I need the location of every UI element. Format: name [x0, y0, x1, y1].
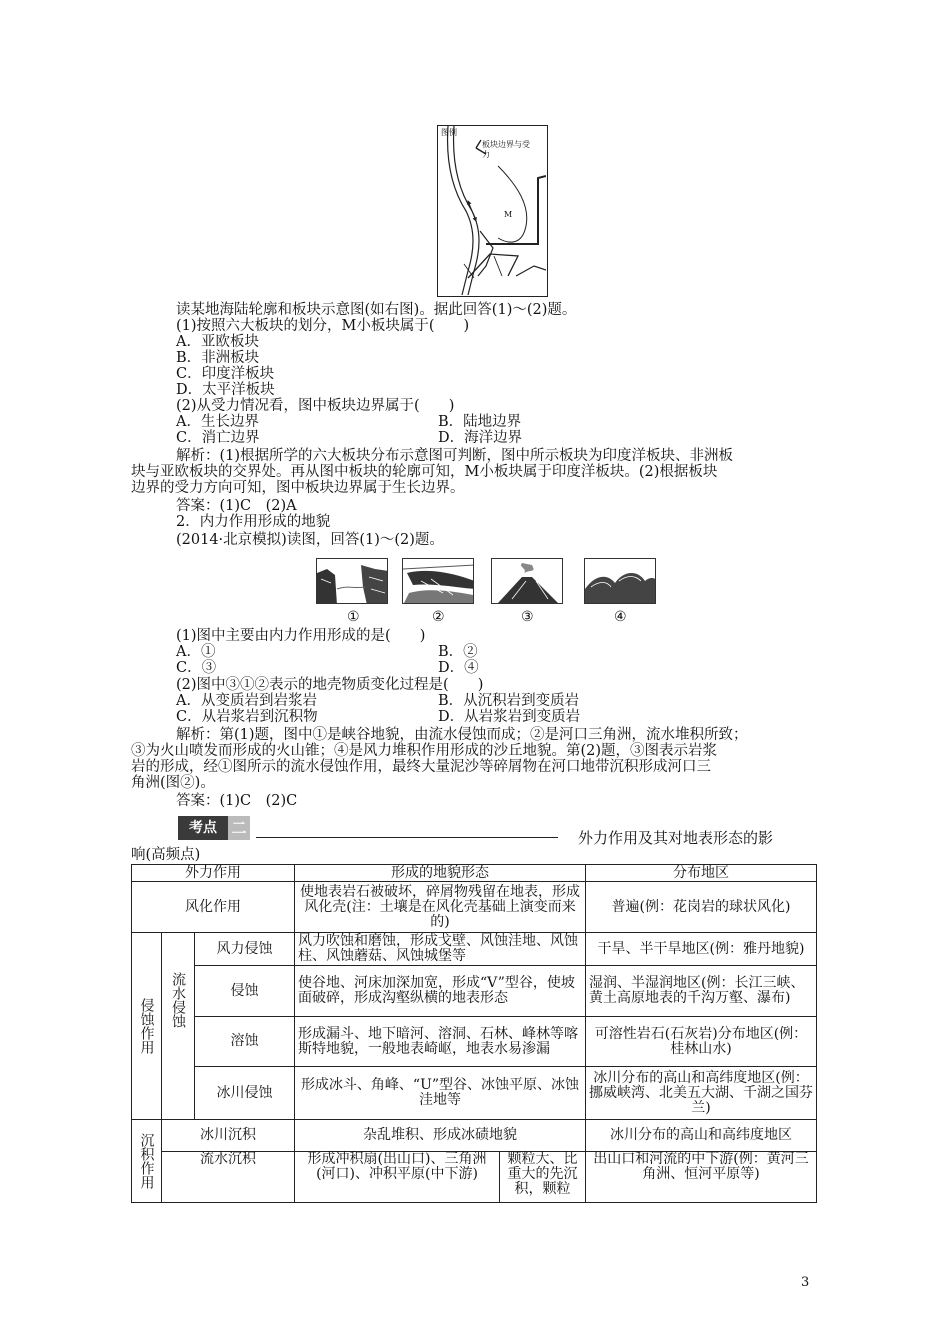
q1-sub1-option-a: A．亚欧板块 — [176, 334, 259, 350]
dissolution-area: 可溶性岩石(石灰岩)分布地区(例：桂林山水) — [586, 1017, 817, 1067]
map-plate-label: M — [504, 210, 513, 219]
plate-map-figure — [437, 125, 548, 297]
table-row — [132, 1152, 817, 1203]
water-erosion-name: 侵蚀 — [195, 966, 295, 1017]
q1-analysis-line: 块与亚欧板块的交界处。再从图中板块的轮廓可知，M小板块属于印度洋板块。(2)根据板块 — [131, 464, 718, 480]
dissolution-form: 形成漏斗、地下暗河、溶洞、石林、峰林等喀斯特地貌，一般地表崎岖，地表水易渗漏 — [295, 1017, 586, 1067]
glacier-erosion-form: 形成冰斗、角峰、“U”型谷、冰蚀平原、冰蚀洼地等 — [295, 1067, 586, 1120]
water-group-cell — [162, 933, 195, 1067]
water-deposit-area: 出山口和河流的中下游(例：黄河三角洲、恒河平原等) — [586, 1152, 817, 1203]
glacier-deposit-form: 杂乱堆积、形成冰碛地貌 — [295, 1120, 586, 1152]
table-header: 分布地区 — [586, 865, 817, 882]
erosion-group-cell — [132, 933, 162, 1120]
q1-analysis-line: 边界的受力方向可知，图中板块边界属于生长边界。 — [131, 480, 465, 496]
section2-sub2: (2)图中③①②表示的地壳物质变化过程是( ) — [176, 677, 484, 693]
q1-sub2-option-d: D．海洋边界 — [438, 430, 523, 446]
water-erosion-form: 使谷地、河床加深加宽，形成“V”型谷，使坡面破碎，形成沟壑纵横的地表形态 — [295, 966, 586, 1017]
landform-image-dunes — [584, 558, 656, 604]
external-forces-table — [131, 864, 817, 1203]
table-row — [132, 1017, 817, 1067]
section2-sub2-option-a: A．从变质岩到岩浆岩 — [176, 693, 317, 709]
dissolution-name: 溶蚀 — [195, 1017, 295, 1067]
landform-label-2: ② — [432, 609, 445, 625]
section2-sub2-option-d: D．从岩浆岩到变质岩 — [438, 709, 581, 725]
glacier-deposit-name: 冰川沉积 — [162, 1120, 295, 1152]
weathering-form: 使地表岩石被破坏，碎屑物残留在地表，形成风化壳(注：土壤是在风化壳基础上演变而来的) — [295, 882, 586, 933]
table-row — [132, 882, 817, 933]
landform-label-3: ③ — [521, 609, 534, 625]
landform-label-4: ④ — [614, 609, 627, 625]
section2-sub1-option-b: B．② — [438, 644, 478, 660]
section2-sub1-option-a: A．① — [176, 644, 216, 660]
deposition-group-cell — [132, 1120, 162, 1203]
q1-sub2-option-a: A．生长边界 — [176, 414, 259, 430]
section2-sub1: (1)图中主要由内力作用形成的是( ) — [176, 628, 426, 644]
q1-sub1: (1)按照六大板块的划分，M小板块属于( ) — [176, 318, 470, 334]
kaodian-badge-number: 二 — [228, 816, 250, 840]
section2-sub2-option-b: B．从沉积岩到变质岩 — [438, 693, 580, 709]
table-header-row — [132, 865, 817, 882]
table-row — [132, 1120, 817, 1152]
water-deposit-form: 形成冲积扇(出山口)、三角洲(河口)、冲积平原(中下游) — [295, 1152, 500, 1203]
q1-analysis-line: 解析：(1)根据所学的六大板块分布示意图可判断，图中所示板块为印度洋板块、非洲板 — [176, 448, 734, 464]
kaodian-badge-text: 考点 — [178, 816, 228, 840]
q1-intro: 读某地海陆轮廓和板块示意图(如右图)。据此回答(1)～(2)题。 — [176, 302, 577, 318]
section2-heading: 2．内力作用形成的地貌 — [176, 514, 331, 530]
q1-sub2: (2)从受力情况看，图中板块边界属于( ) — [176, 398, 455, 414]
landform-label-1: ① — [347, 609, 360, 625]
table-row — [132, 933, 817, 966]
section2-analysis-line: 岩的形成，经①图所示的流水侵蚀作用，最终大量泥沙等碎屑物在河口地带沉积形成河口三 — [131, 759, 711, 775]
wind-erosion-area: 干旱、半干旱地区(例：雅丹地貌) — [586, 933, 817, 966]
erosion-group-label: 侵蚀作用 — [138, 998, 155, 1054]
weathering-name: 风化作用 — [132, 882, 295, 933]
section2-sub1-option-d: D．④ — [438, 660, 479, 676]
section2-sub2-option-c: C．从岩浆岩到沉积物 — [176, 709, 318, 725]
glacier-erosion-name: 冰川侵蚀 — [195, 1067, 295, 1120]
water-deposit-name: 流水沉积 — [162, 1152, 295, 1203]
page-number: 3 — [801, 1275, 810, 1290]
q1-sub1-option-d: D．太平洋板块 — [176, 382, 275, 398]
table-row — [132, 966, 817, 1017]
kaodian-rule — [256, 837, 558, 838]
q1-answer: 答案：(1)C (2)A — [176, 498, 297, 514]
kaodian-badge — [178, 816, 256, 840]
section2-analysis-line: ③为火山喷发而形成的火山锥；④是风力堆积作用形成的沙丘地貌。第(2)题，③图表示岩浆 — [131, 743, 718, 759]
water-erosion-area: 湿润、半湿润地区(例：长江三峡、黄土高原地表的千沟万壑、瀑布) — [586, 966, 817, 1017]
map-legend-title: 图例 — [441, 128, 457, 137]
landform-image-delta — [402, 558, 474, 604]
section2-intro: (2014·北京模拟)读图，回答(1)～(2)题。 — [176, 532, 444, 548]
weathering-area: 普遍(例：花岗岩的球状风化) — [586, 882, 817, 933]
map-legend-item: 板块边界与受力 — [482, 140, 530, 159]
glacier-erosion-area: 冰川分布的高山和高纬度地区(例：挪威峡湾、北美五大湖、千湖之国芬兰) — [586, 1067, 817, 1120]
table-row — [132, 1067, 817, 1120]
q1-sub2-option-b: B．陆地边界 — [438, 414, 522, 430]
deposition-group-label: 沉积作用 — [138, 1133, 155, 1189]
section2-answer: 答案：(1)C (2)C — [176, 793, 298, 809]
table-header: 形成的地貌形态 — [295, 865, 586, 882]
q1-sub1-option-b: B．非洲板块 — [176, 350, 260, 366]
kaodian-title-continued: 响(高频点) — [131, 847, 201, 863]
q1-sub2-option-c: C．消亡边界 — [176, 430, 260, 446]
wind-erosion-name: 风力侵蚀 — [195, 933, 295, 966]
water-group-label: 流水侵蚀 — [170, 971, 186, 1028]
table-header: 外力作用 — [132, 865, 295, 882]
landform-image-volcano — [491, 558, 563, 604]
section2-sub1-option-c: C．③ — [176, 660, 217, 676]
glacier-deposit-area: 冰川分布的高山和高纬度地区 — [586, 1120, 817, 1152]
section2-analysis-line: 角洲(图②)。 — [131, 775, 215, 791]
wind-erosion-form: 风力吹蚀和磨蚀，形成戈壁、风蚀洼地、风蚀柱、风蚀蘑菇、风蚀城堡等 — [295, 933, 586, 966]
water-deposit-note: 颗粒大、比重大的先沉积，颗粒 — [500, 1152, 586, 1203]
q1-sub1-option-c: C．印度洋板块 — [176, 366, 275, 382]
kaodian-title: 外力作用及其对地表形态的影 — [578, 829, 774, 847]
landform-image-canyon — [316, 558, 388, 604]
section2-analysis-line: 解析：第(1)题，图中①是峡谷地貌，由流水侵蚀而成；②是河口三角洲，流水堆积所致； — [176, 727, 748, 743]
